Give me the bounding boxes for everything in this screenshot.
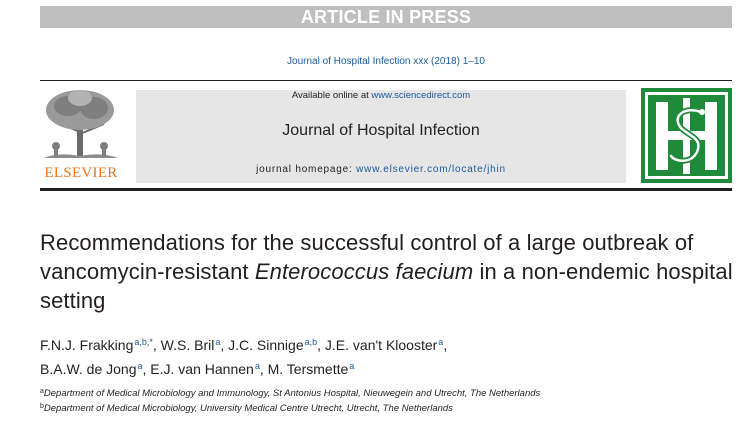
affiliation-item [40,385,740,400]
author-name[interactable]: M. Tersmette [267,361,349,377]
article-title-part1: Recommendations for the successful control of a large outbreak of vancomycin-resistant [40,230,694,284]
article-title-organism: Enterococcus faecium [254,259,474,284]
journal-title: Journal of Hospital Infection [282,122,480,139]
author-name[interactable]: J.E. van't Klooster [324,337,438,353]
author-affiliation-marker[interactable]: a [215,337,221,347]
affiliation-label: a [40,388,44,395]
available-online-line [136,90,626,101]
author-name[interactable]: E.J. van Hannen [150,361,254,377]
author-separator: , [443,337,448,353]
author-separator: , [259,361,268,377]
available-online-label: Available online at [291,90,372,101]
affiliation-label: b [40,403,44,410]
author-name[interactable]: W.S. Bril [160,337,215,353]
affiliation-text: Department of Medical Microbiology and Immunology, St Antonius Hospital, Nieuwegein and Utrecht, The Netherlands [43,388,541,399]
author-affiliation-marker[interactable]: a [137,361,143,371]
author-name[interactable]: F.N.J. Frakking [40,337,134,353]
author-separator: , [220,337,229,353]
author-list [40,332,740,380]
affiliation-text: Department of Medical Microbiology, University Medical Centre Utrecht, Utrecht, The Netherlands [43,403,453,414]
author-affiliation-marker[interactable]: a [254,361,260,371]
elsevier-logo[interactable] [38,88,124,184]
author-affiliation-marker[interactable]: a,b,* [134,337,153,347]
journal-homepage-label: journal homepage: [256,164,357,175]
author-separator: , [317,337,325,353]
his-journal-logo[interactable] [641,88,732,183]
affiliation-item [40,400,740,415]
header-top-rule [40,80,732,81]
elsevier-tree-icon [38,88,124,164]
author-name[interactable]: J.C. Sinnige [228,337,304,353]
sciencedirect-link[interactable]: www.sciencedirect.com [371,90,471,101]
journal-masthead [136,90,626,183]
affiliation-list [40,385,740,415]
author-affiliation-marker[interactable]: a [438,337,444,347]
journal-citation: Journal of Hospital Infection xxx (2018) 1–10 [287,56,485,67]
author-name[interactable]: B.A.W. de Jong [40,361,137,377]
author-affiliation-marker[interactable]: a,b [304,337,318,347]
his-monogram-icon [641,88,732,183]
author-separator: , [152,337,161,353]
journal-homepage-link[interactable]: www.elsevier.com/locate/jhin [356,164,506,175]
journal-homepage-line [136,164,626,175]
elsevier-wordmark: ELSEVIER [44,165,118,181]
article-in-press-banner: ARTICLE IN PRESS [40,6,732,28]
article-title [40,228,740,315]
author-separator: , [142,361,151,377]
article-title-part2: in a non-endemic hospital setting [40,259,733,313]
author-affiliation-marker[interactable]: a [349,361,355,371]
header-bottom-rule [40,188,732,191]
